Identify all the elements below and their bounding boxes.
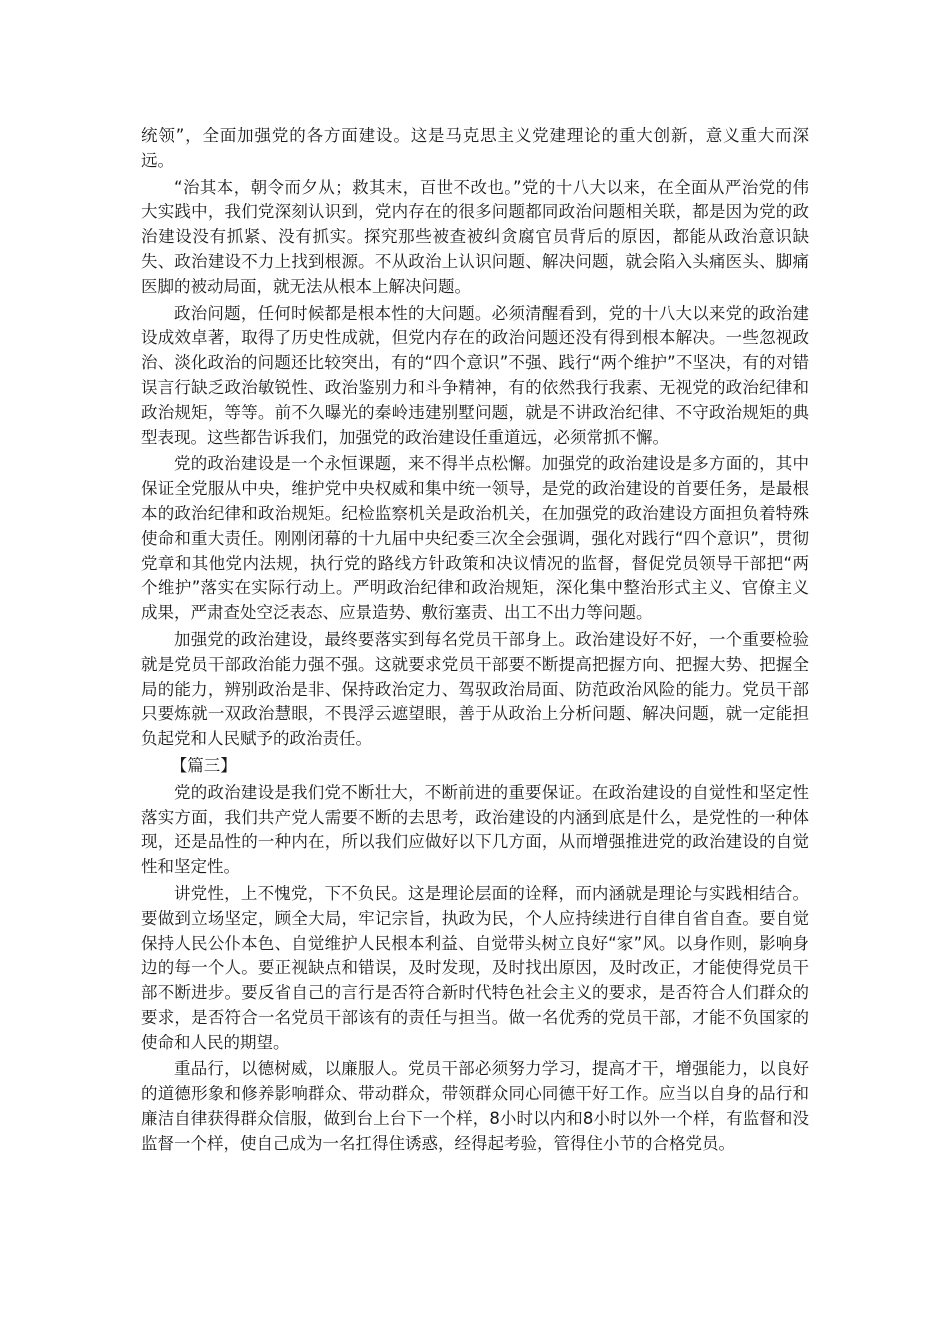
paragraph: “治其本，朝令而夕从；救其末，百世不改也。”党的十八大以来，在全面从严治党的伟大实践中，我们党深刻认识到，党内存在的很多问题都同政治问题相关联，都是因为党的政治建设没有抓紧、没有抓实。探究那些被查被纠贪腐官员背后的原因，都能从政治意识缺失、政治建设不力上找到根源。不从政治上认识问题、解决问题，就会陷入头痛医头、脚痛医脚的被动局面，就无法从根本上解决问题。 xyxy=(141,177,809,296)
paragraph: 党的政治建设是一个永恒课题，来不得半点松懈。加强党的政治建设是多方面的，其中保证全党服从中央，维护党中央权威和集中统一领导，是党的政治建设的首要任务，是最根本的政治纪律和政治规矩。纪检监察机关是政治机关，在加强党的政治建设方面担负着特殊使命和重大责任。刚刚闭幕的十九届中央纪委三次全会强调，强化对践行“四个意识”，贯彻党章和其他党内法规，执行党的路线方针政策和决议情况的监督，督促党员领导干部把“两个维护”落实在实际行动上。严明政治纪律和政治规矩，深化集中整治形式主义、官僚主义成果，严肃查处空泛表态、应景造势、敷衍塞责、出工不出力等问题。 xyxy=(141,454,809,623)
paragraph: 讲党性，上不愧党，下不负民。这是理论层面的诠释，而内涵就是理论与实践相结合。要做到立场坚定，顾全大局，牢记宗旨，执政为民，个人应持续进行自律自省自查。要自觉保持人民公仆本色、自觉维护人民根本利益、自觉带头树立良好“家”风。以身作则，影响身边的每一个人。要正视缺点和错误，及时发现，及时找出原因，及时改正，才能使得党员干部不断进步。要反省自己的言行是否符合新时代特色社会主义的要求，是否符合人们群众的要求，是否符合一名党员干部该有的责任与担当。做一名优秀的党员干部，才能不负国家的使命和人民的期望。 xyxy=(141,883,809,1052)
paragraph-continued: 统领”，全面加强党的各方面建设。这是马克思主义党建理论的重大创新，意义重大而深远。 xyxy=(141,126,809,170)
paragraph: 重品行，以德树威，以廉服人。党员干部必须努力学习，提高才干，增强能力，以良好的道德形象和修养影响群众、带动群众，带领群众同心同德干好工作。应当以自身的品行和廉洁自律获得群众信服，做到台上台下一个样，8小时以内和8小时以外一个样，有监督和没监督一个样，使自己成为一名扛得住诱惑，经得起考验，管得住小节的合格党员。 xyxy=(141,1059,809,1153)
paragraph: 加强党的政治建设，最终要落实到每名党员干部身上。政治建设好不好，一个重要检验就是党员干部政治能力强不强。这就要求党员干部要不断提高把握方向、把握大势、把握全局的能力，辨别政治是非、保持政治定力、驾驭政治局面、防范政治风险的能力。党员干部只要炼就一双政治慧眼，不畏浮云遮望眼，善于从政治上分析问题、解决问题，就一定能担负起党和人民赋予的政治责任。 xyxy=(141,629,809,749)
document-body xyxy=(141,124,809,1159)
paragraph: 党的政治建设是我们党不断壮大，不断前进的重要保证。在政治建设的自觉性和坚定性落实方面，我们共产党人需要不断的去思考，政治建设的内涵到底是什么，是党性的一种体现，还是品性的一种内在，所以我们应做好以下几方面，从而增强推进党的政治建设的自觉性和坚定性。 xyxy=(141,782,809,877)
section-heading: 【篇三】 xyxy=(170,755,237,775)
paragraph: 政治问题，任何时候都是根本性的大问题。必须清醒看到，党的十八大以来党的政治建设成效卓著，取得了历史性成就，但党内存在的政治问题还没有得到根本解决。一些忽视政治、淡化政治的问题还比较突出，有的“四个意识”不强、践行“两个维护”不坚决，有的对错误言行缺乏政治敏锐性、政治鉴别力和斗争精神，有的依然我行我素、无视党的政治纪律和政治规矩，等等。前不久曝光的秦岭违建别墅问题，就是不讲政治纪律、不守政治规矩的典型表现。这些都告诉我们，加强党的政治建设任重道远，必须常抓不懈。 xyxy=(141,303,809,447)
